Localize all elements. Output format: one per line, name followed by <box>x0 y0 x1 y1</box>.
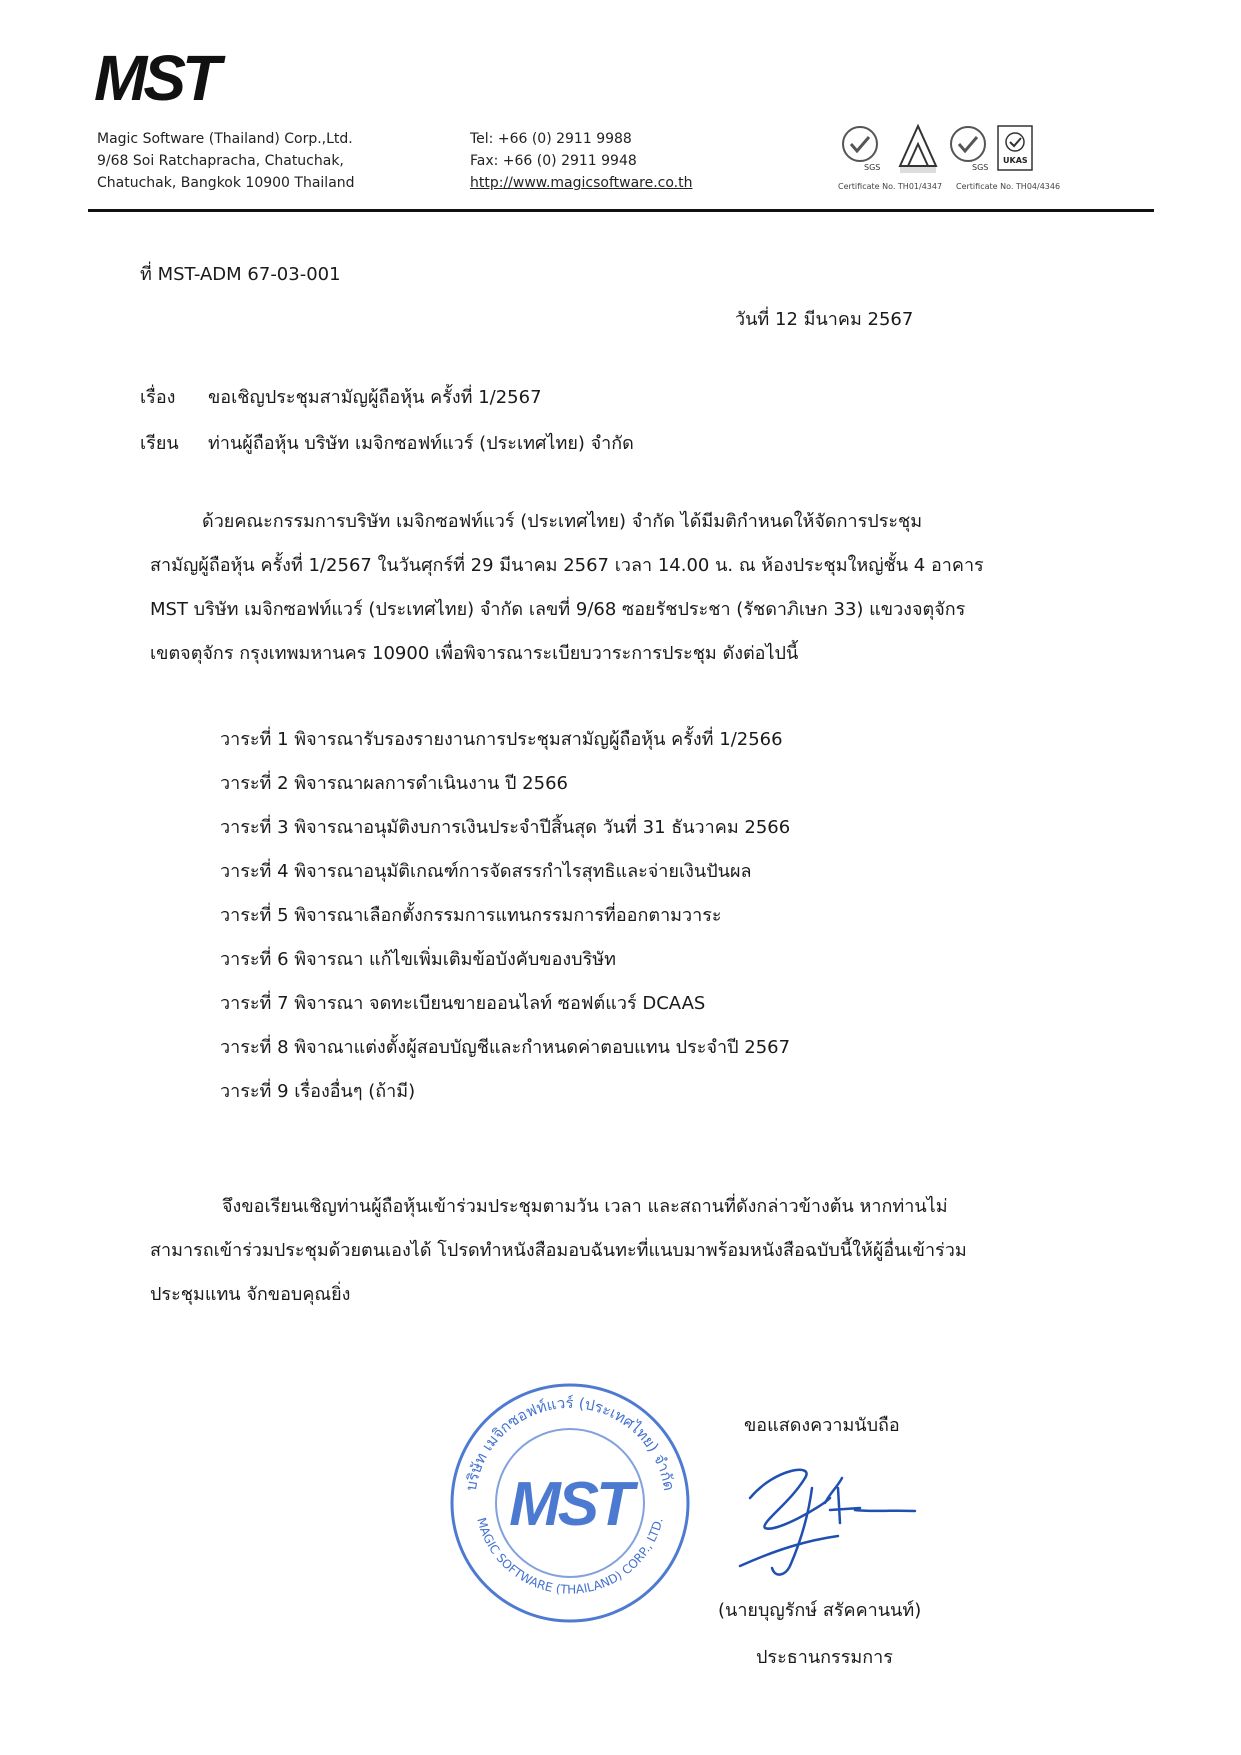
paragraph-line: จึงขอเรียนเชิญท่านผู้ถือหุ้นเข้าร่วมประชุมตามวัน เวลา และสถานที่ดังกล่าวข้างต้น หากท่านไม่ <box>222 1196 948 1217</box>
document-date: วันที่ 12 มีนาคม 2567 <box>735 309 914 330</box>
intro-paragraph <box>150 500 1125 676</box>
paragraph-line: MST บริษัท เมจิกซอฟท์แวร์ (ประเทศไทย) จำกัด เลขที่ 9/68 ซอยรัชประชา (รัชดาภิเษก 33) แขวงจตุจักร <box>150 599 966 620</box>
signer-name: (นายบุญรักษ์ สรัคคานนท์) <box>718 1600 922 1621</box>
signer-title: ประธานกรรมการ <box>756 1647 893 1668</box>
paragraph-line: สามัญผู้ถือหุ้น ครั้งที่ 1/2567 ในวันศุกร์ที่ 29 มีนาคม 2567 เวลา 14.00 น. ณ ห้องประชุมใหญ่ชั้น 4 อาคาร <box>150 555 984 576</box>
addressee-text: ท่านผู้ถือหุ้น บริษัท เมจิกซอฟท์แวร์ (ประเทศไทย) จำกัด <box>208 433 634 454</box>
certification-logos <box>838 118 1060 194</box>
certification-marks-icon <box>838 118 1060 180</box>
svg-text:UKAS: UKAS <box>1003 156 1028 165</box>
paragraph-line: เขตจตุจักร กรุงเทพมหานคร 10900 เพื่อพิจารณาระเบียบวาระการประชุม ดังต่อไปนี้ <box>150 643 799 664</box>
subject-line <box>140 385 542 411</box>
agenda-item: วาระที่ 1 พิจารณารับรองรายงานการประชุมสามัญผู้ถือหุ้น ครั้งที่ 1/2566 <box>220 729 783 750</box>
closing-paragraph <box>150 1185 1125 1317</box>
contact-block <box>470 128 693 194</box>
company-logo <box>92 42 252 112</box>
subject-text: ขอเชิญประชุมสามัญผู้ถือหุ้น ครั้งที่ 1/2567 <box>208 387 542 408</box>
fax: Fax: +66 (0) 2911 9948 <box>470 153 637 169</box>
website-link[interactable]: http://www.magicsoftware.co.th <box>470 175 693 191</box>
telephone: Tel: +66 (0) 2911 9988 <box>470 131 632 147</box>
header-divider <box>88 209 1154 212</box>
svg-text:บริษัท เมจิกซอฟท์แวร์ (ประเทศไ: บริษัท เมจิกซอฟท์แวร์ (ประเทศไทย) จำกัด <box>461 1393 679 1493</box>
company-name: Magic Software (Thailand) Corp.,Ltd. <box>97 131 353 147</box>
addressee-line <box>140 431 634 457</box>
paragraph-line: ด้วยคณะกรรมการบริษัท เมจิกซอฟท์แวร์ (ประเทศไทย) จำกัด ได้มีมติกำหนดให้จัดการประชุม <box>202 511 923 532</box>
agenda-item: วาระที่ 8 พิจาณาแต่งตั้งผู้สอบบัญชีและกำหนดค่าตอบแทน ประจำปี 2567 <box>220 1037 791 1058</box>
paragraph-line: ประชุมแทน จักขอบคุณยิ่ง <box>150 1284 351 1305</box>
company-seal <box>445 1378 695 1628</box>
agenda-item: วาระที่ 2 พิจารณาผลการดำเนินงาน ปี 2566 <box>220 773 568 794</box>
svg-text:MAGIC SOFTWARE (THAILAND) CORP: MAGIC SOFTWARE (THAILAND) CORP., LTD. <box>474 1516 666 1597</box>
agenda-item: วาระที่ 9 เรื่องอื่นๆ (ถ้ามี) <box>220 1081 416 1102</box>
addressee-label: เรียน <box>140 433 179 454</box>
agenda-item: วาระที่ 7 พิจารณา จดทะเบียนขายออนไลท์ ซอฟต์แวร์ DCAAS <box>220 993 706 1014</box>
svg-text:SGS: SGS <box>864 163 881 172</box>
agenda-item: วาระที่ 4 พิจารณาอนุมัติเกณฑ์การจัดสรรกำไรสุทธิและจ่ายเงินปันผล <box>220 861 752 882</box>
agenda-item: วาระที่ 5 พิจารณาเลือกตั้งกรรมการแทนกรรมการที่ออกตามวาระ <box>220 905 722 926</box>
subject-label: เรื่อง <box>140 387 176 408</box>
svg-text:MST: MST <box>94 42 218 112</box>
agenda-list <box>220 718 790 1114</box>
svg-text:MST: MST <box>509 1470 631 1539</box>
address-line-2: Chatuchak, Bangkok 10900 Thailand <box>97 175 355 191</box>
agenda-item: วาระที่ 3 พิจารณาอนุมัติงบการเงินประจำปีสิ้นสุด วันที่ 31 ธันวาคม 2566 <box>220 817 791 838</box>
handwritten-signature <box>720 1448 940 1588</box>
svg-text:SGS: SGS <box>972 163 989 172</box>
certificate-number-left: Certificate No. TH01/4347 <box>838 182 943 191</box>
paragraph-line: สามารถเข้าร่วมประชุมด้วยตนเองได้ โปรดทำหนังสือมอบฉันทะที่แนบมาพร้อมหนังสือฉบับนี้ให้ผู้อื่นเข้าร่วม <box>150 1240 967 1261</box>
certificate-number-right: Certificate No. TH04/4346 <box>956 182 1061 191</box>
company-address-block <box>97 128 355 194</box>
document-reference: ที่ MST-ADM 67-03-001 <box>140 264 341 285</box>
address-line-1: 9/68 Soi Ratchapracha, Chatuchak, <box>97 153 344 169</box>
agenda-item: วาระที่ 6 พิจารณา แก้ไขเพิ่มเติมข้อบังคับของบริษัท <box>220 949 616 970</box>
closing-salutation: ขอแสดงความนับถือ <box>744 1415 900 1436</box>
